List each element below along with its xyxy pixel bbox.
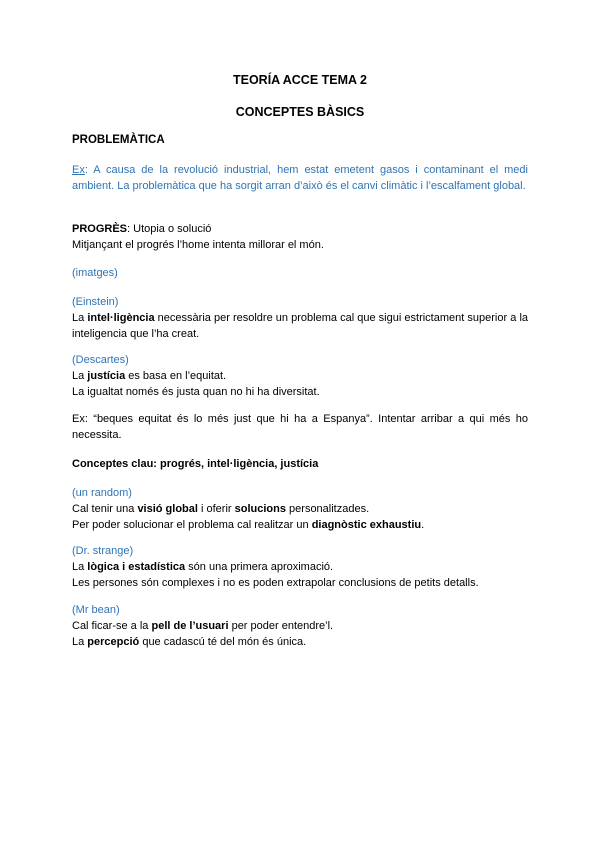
einstein-label: (Einstein) — [72, 296, 119, 308]
progres-block — [72, 221, 528, 253]
text-span: són una primera aproximació. — [185, 561, 334, 573]
einstein-text — [72, 310, 528, 342]
text-span: Cal tenir una — [72, 503, 138, 515]
strange-label: (Dr. strange) — [72, 545, 134, 557]
descartes-line1 — [72, 368, 528, 384]
example-paragraph — [72, 162, 528, 194]
text-span: personalitzades. — [285, 503, 370, 515]
bold-term: solucions — [234, 503, 286, 515]
text-span: La — [72, 370, 88, 382]
descartes-line2: La igualtat només és justa quan no hi ha diversitat. — [72, 386, 320, 398]
text-span: La — [72, 636, 88, 648]
bold-term: lògica i estadística — [87, 561, 186, 573]
bean-line1 — [72, 618, 528, 634]
example-text: : A causa de la revolució industrial, hem estat emetent gasos i contaminant el medi ambient. La problemàtica que ha sorgit arran d’això és el canvi climàtic i l’escalfament global. — [72, 164, 528, 192]
text-span: i oferir — [197, 503, 235, 515]
imatges-label: (imatges) — [72, 267, 118, 279]
progres-description: Mitjançant el progrés l’home intenta millorar el món. — [72, 239, 324, 251]
bean-line2 — [72, 634, 528, 650]
text-span: La — [72, 312, 88, 324]
document-title: TEORÍA ACCE TEMA 2 — [232, 73, 368, 87]
random-line2 — [72, 517, 528, 533]
key-concepts-line — [72, 456, 528, 472]
text-span: que cadascú té del món és única. — [139, 636, 307, 648]
bold-term: intel·ligència — [87, 312, 155, 324]
descartes-label: (Descartes) — [72, 354, 129, 366]
text-span: La — [72, 561, 88, 573]
bold-term: visió global — [137, 503, 198, 515]
text-span: . — [421, 519, 425, 531]
bold-term: percepció — [87, 636, 140, 648]
text-span: per poder entendre’l. — [228, 620, 334, 632]
section-heading: PROBLEMÀTICA — [72, 134, 165, 146]
text-span: Cal ficar-se a la — [72, 620, 152, 632]
text-span: necessària per resoldre un problema cal que sigui estrictament superior a la inteligencia que l’ha creat. — [72, 312, 529, 340]
example-prefix: Ex — [72, 164, 85, 176]
descartes-block — [72, 352, 528, 400]
random-label: (un random) — [72, 487, 132, 499]
bold-term: diagnòstic exhaustiu — [311, 519, 422, 531]
bean-label: (Mr bean) — [72, 604, 120, 616]
document-subtitle: CONCEPTES BÀSICS — [235, 105, 365, 119]
random-line1 — [72, 501, 528, 517]
bold-term: pell de l’usuari — [151, 620, 229, 632]
text-span: es basa en l’equitat. — [125, 370, 227, 382]
random-block — [72, 485, 528, 533]
key-concepts: Conceptes clau: progrés, intel·ligència, justícia — [72, 458, 319, 470]
strange-line2: Les persones són complexes i no es poden extrapolar conclusions de petits detalls. — [72, 577, 479, 589]
progres-line — [72, 221, 528, 237]
text-span: Per poder solucionar el problema cal realitzar un — [72, 519, 312, 531]
bean-block — [72, 602, 528, 650]
progres-rest: : Utopia o solució — [127, 223, 212, 235]
progres-label: PROGRÈS — [72, 223, 128, 235]
bold-term: justícia — [87, 370, 126, 382]
einstein-block — [72, 294, 528, 342]
strange-line1 — [72, 559, 528, 575]
strange-block — [72, 543, 528, 591]
example2-paragraph: Ex: “beques equitat és lo més just que hi ha a Espanya”. Intentar arribar a qui més ho necessita. — [72, 413, 528, 441]
